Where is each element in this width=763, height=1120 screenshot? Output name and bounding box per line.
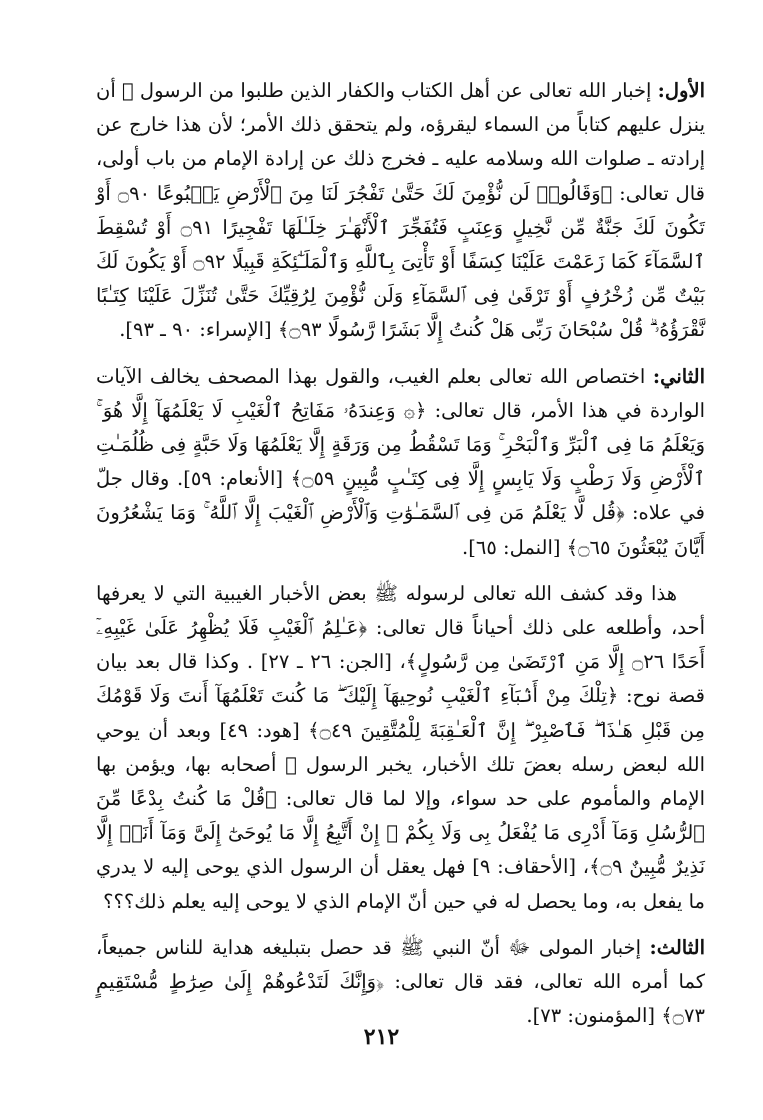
paragraph-first (96, 74, 705, 348)
paragraph-fourth (96, 931, 705, 1034)
paragraph-third (96, 577, 705, 919)
paragraph-second (96, 360, 705, 565)
paragraph-text: إخبار الله تعالى عن أهل الكتاب والكفار الذين طلبوا من الرسول ﷺ أن ينزل عليهم كتاباً من السماء ليقرؤه، ولم يتحقق ذلك الأمر؛ لأن هذا خارج عن إرادته ـ صلوات الله وسلامه عليه ـ فخرج ذلك عن إرادة الإمام من باب أولى، قال تعالى: ﴿وَقَالُوا۟ لَن نُّؤْمِنَ لَكَ حَتَّىٰ تَفْجُرَ لَنَا مِنَ ٱلْأَرْضِ يَنۢبُوعًا ۝٩٠ أَوْ تَكُونَ لَكَ جَنَّةٌ مِّن نَّخِيلٍ وَعِنَبٍ فَتُفَجِّرَ ٱلْأَنْهَـٰرَ خِلَـٰلَهَا تَفْجِيرًا ۝٩١ أَوْ تُسْقِطَ ٱلسَّمَآءَ كَمَا زَعَمْتَ عَلَيْنَا كِسَفًا أَوْ تَأْتِىَ بِٱللَّهِ وَٱلْمَلَـٰٓئِكَةِ قَبِيلًا ۝٩٢ أَوْ يَكُونَ لَكَ بَيْتٌ مِّن زُخْرُفٍ أَوْ تَرْقَىٰ فِى ٱلسَّمَآءِ وَلَن نُّؤْمِنَ لِرُقِيِّكَ حَتَّىٰ تُنَزِّلَ عَلَيْنَا كِتَـٰبًا نَّقْرَؤُهُۥ ۗ قُلْ سُبْحَانَ رَبِّى هَلْ كُنتُ إِلَّا بَشَرًا رَّسُولًا ۝٩٣﴾ [الإسراء: ٩٠ ـ ٩٣]. (96, 79, 705, 342)
paragraph-text: إخبار المولى ﷻ أنّ النبي ﷺ قد حصل بتبليغه هداية للناس جميعاً، كما أمره الله تعالى، فقد قال تعالى: ﴿وَإِنَّكَ لَتَدْعُوهُمْ إِلَىٰ صِرَٰطٍ مُّسْتَقِيمٍ ۝٧٣﴾ [المؤمنون: ٧٣]. (96, 935, 705, 1028)
page-number: ٢١٢ (363, 1024, 400, 1050)
paragraph-text: اختصاص الله تعالى بعلم الغيب، والقول بهذا المصحف يخالف الآيات الواردة في هذا الأمر، قال تعالى: ﴿۞ وَعِندَهُۥ مَفَاتِحُ ٱلْغَيْبِ لَا يَعْلَمُهَآ إِلَّا هُوَ ۚ وَيَعْلَمُ مَا فِى ٱلْبَرِّ وَٱلْبَحْرِ ۚ وَمَا تَسْقُطُ مِن وَرَقَةٍ إِلَّا يَعْلَمُهَا وَلَا حَبَّةٍ فِى ظُلُمَـٰتِ ٱلْأَرْضِ وَلَا رَطْبٍ وَلَا يَابِسٍ إِلَّا فِى كِتَـٰبٍ مُّبِينٍ ۝٥٩﴾ [الأنعام: ٥٩]. وقال جلّ في علاه: ﴿قُل لَّا يَعْلَمُ مَن فِى ٱلسَّمَـٰوَٰتِ وَٱلْأَرْضِ ٱلْغَيْبَ إِلَّا ٱللَّهُ ۚ وَمَا يَشْعُرُونَ أَيَّانَ يُبْعَثُونَ ۝٦٥﴾ [النمل: ٦٥]. (96, 364, 706, 559)
paragraph-text: هذا وقد كشف الله تعالى لرسوله ﷺ بعض الأخبار الغيبية التي لا يعرفها أحد، وأطلعه على ذلك أحياناً قال تعالى: ﴿عَـٰلِمُ ٱلْغَيْبِ فَلَا يُظْهِرُ عَلَىٰ غَيْبِهِۦٓ أَحَدًا ۝٢٦ إِلَّا مَنِ ٱرْتَضَىٰ مِن رَّسُولٍ﴾، [الجن: ٢٦ ـ ٢٧] . وكذا قال بعد بيان قصة نوح: ﴿تِلْكَ مِنْ أَنۢبَآءِ ٱلْغَيْبِ نُوحِيهَآ إِلَيْكَ ۖ مَا كُنتَ تَعْلَمُهَآ أَنتَ وَلَا قَوْمُكَ مِن قَبْلِ هَـٰذَا ۖ فَٱصْبِرْ ۖ إِنَّ ٱلْعَـٰقِبَةَ لِلْمُتَّقِينَ ۝٤٩﴾ [هود: ٤٩] وبعد أن يوحي الله لبعض رسله بعضَ تلك الأخبار، يخبر الرسول ﷺ أصحابه بها، ويؤمن بها الإمام والمأموم على حد سواء، وإلا لما قال تعالى: ﴿قُلْ مَا كُنتُ بِدْعًا مِّنَ ٱلرُّسُلِ وَمَآ أَدْرِى مَا يُفْعَلُ بِى وَلَا بِكُمْ ۖ إِنْ أَتَّبِعُ إِلَّا مَا يُوحَىٰٓ إِلَىَّ وَمَآ أَنَا۠ إِلَّا نَذِيرٌ مُّبِينٌ ۝٩﴾، [الأحقاف: ٩] فهل يعقل أن الرسول الذي يوحى إليه لا يدري ما يفعل به، وما يحصل له في حين أنّ الإمام الذي لا يوحى إليه يعلم ذلك؟؟؟ (96, 581, 706, 913)
paragraph-lead: الثاني: (652, 364, 705, 388)
paragraph-lead: الثالث: (649, 935, 705, 959)
paragraph-lead: الأول: (657, 79, 705, 102)
